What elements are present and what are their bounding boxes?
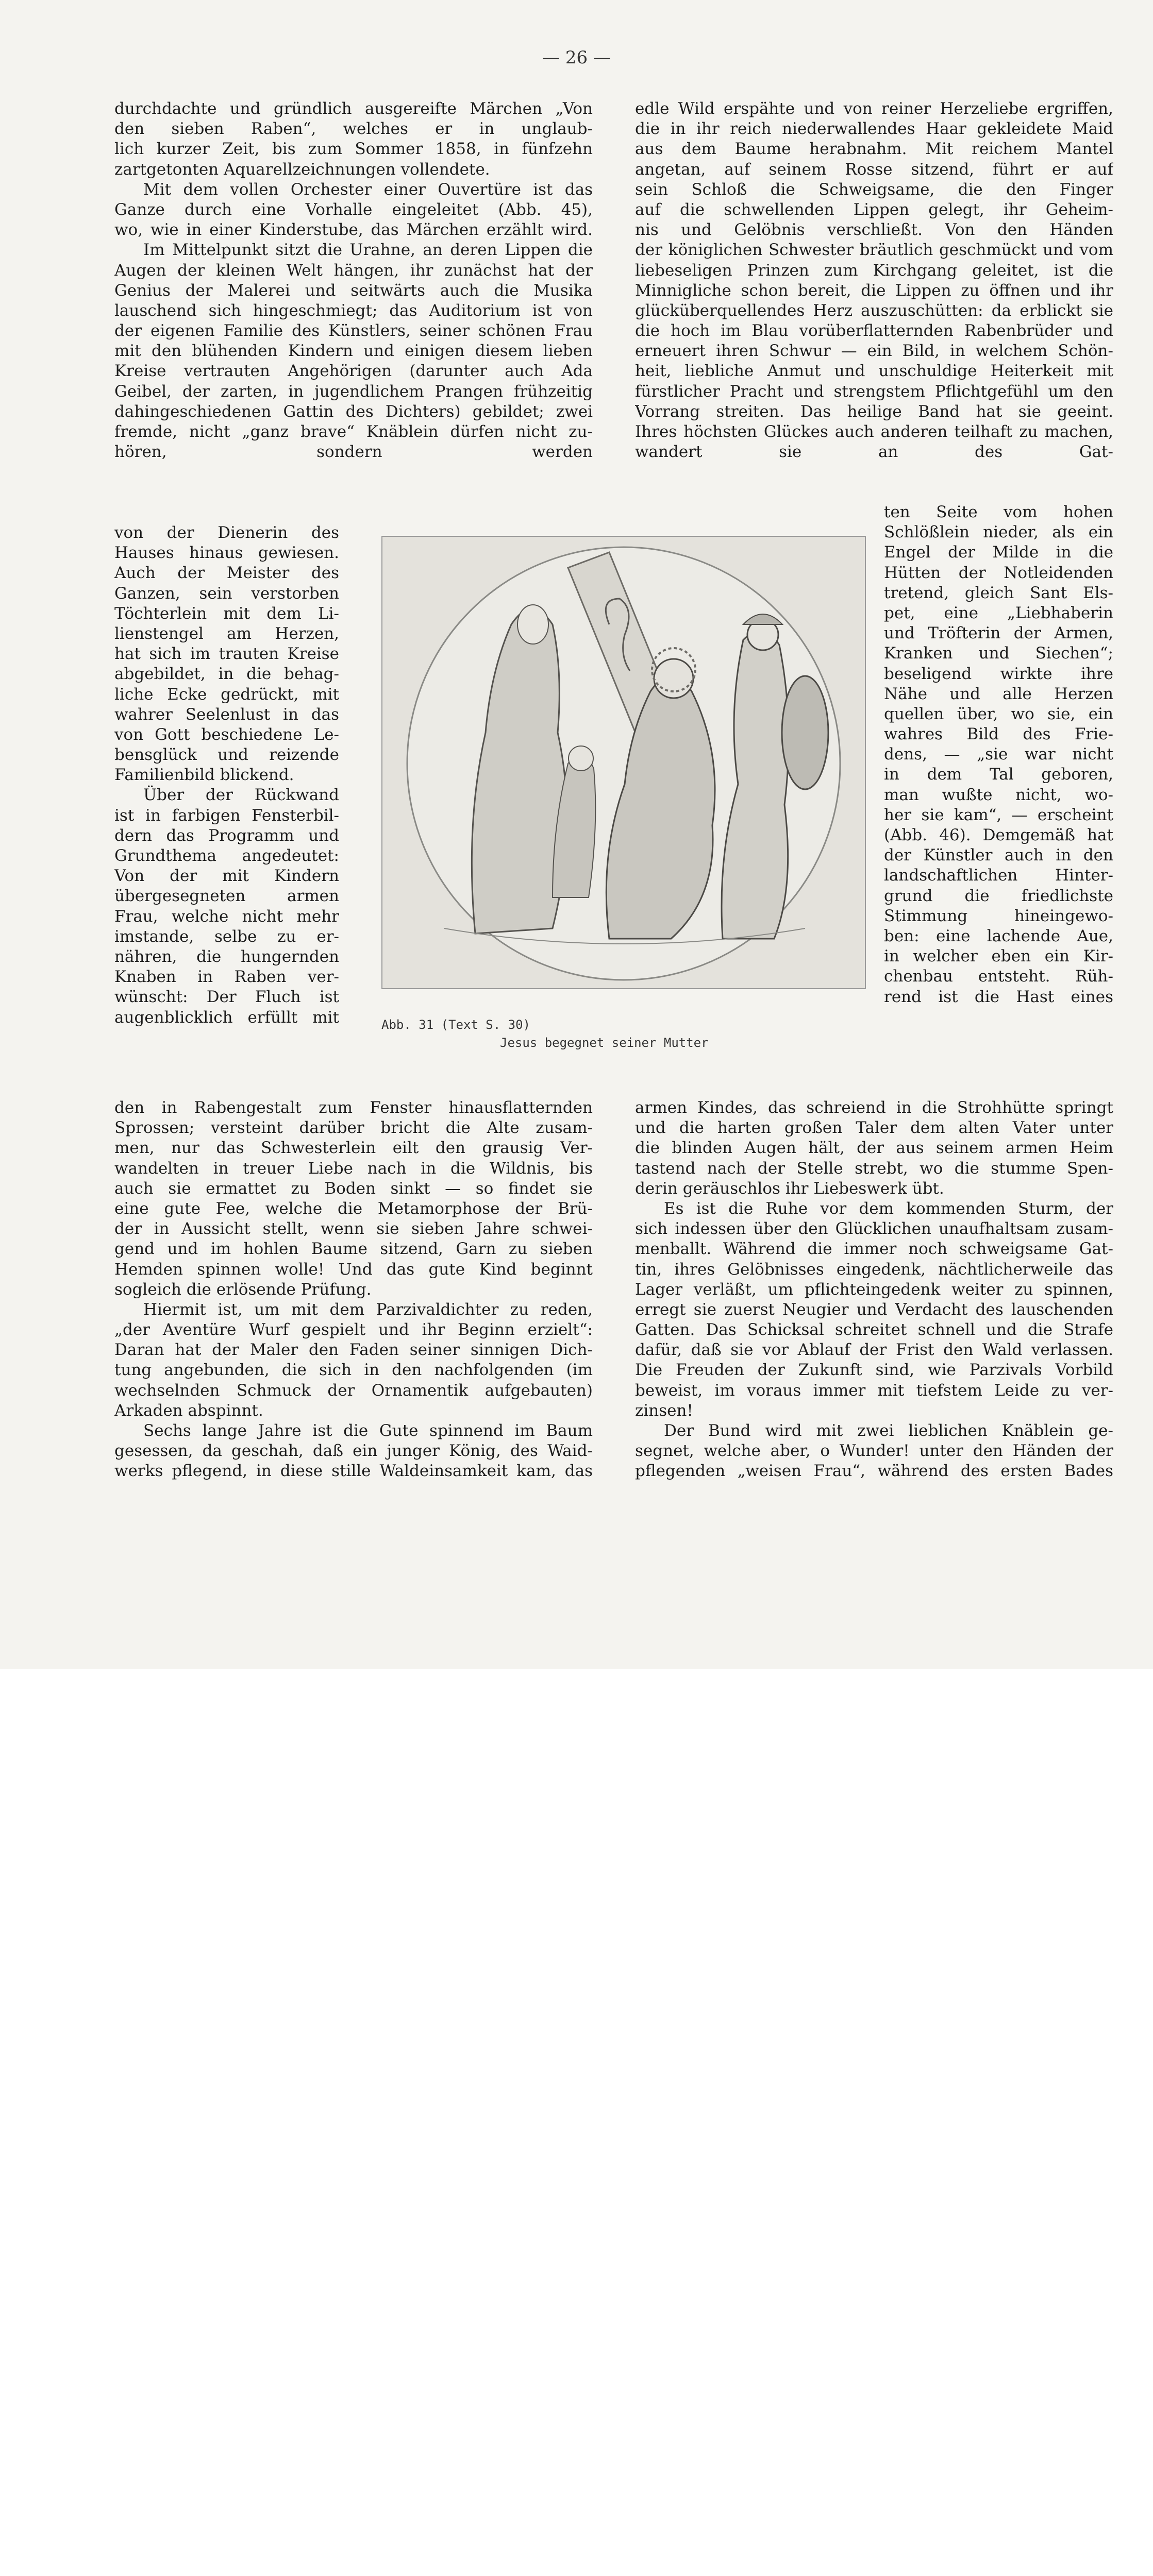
text-line: menballt. Während die immer noch schweigsame Gat- (635, 1240, 1113, 1259)
right-column-bottom-text (635, 1098, 1113, 1482)
text-line: eine gute Fee, welche die Metamorphose der Brü- (114, 1199, 593, 1218)
figure-caption-title: Jesus begegnet seiner Mutter (500, 1036, 709, 1050)
text-line: Arkaden abspinnt. (114, 1401, 263, 1420)
footer-bar (0, 1669, 1153, 1748)
text-line: auf die schwellenden Lippen gelegt, ihr Geheim- (635, 200, 1113, 219)
text-line: man wußte nicht, wo- (884, 785, 1113, 804)
text-line: dafür, daß sie vor Ablauf der Frist den Wald verlassen. (635, 1341, 1113, 1360)
text-line: nis und Gelöbnis verschließt. Von den Händen (635, 221, 1113, 240)
text-line: ist in farbigen Fensterbil- (114, 806, 339, 825)
left-column-bottom-text (114, 1098, 593, 1482)
text-line: quellen über, wo sie, ein (884, 704, 1113, 723)
text-line: tretend, gleich Sant Els- (884, 583, 1113, 602)
text-line: fremde, nicht „ganz brave“ Knäblein dürfen nicht zu- (114, 422, 593, 441)
left-column-top-text (114, 99, 593, 462)
text-line: landschaftlichen Hinter- (884, 866, 1113, 885)
text-line: Genius der Malerei und seitwärts auch die Musika (114, 281, 593, 300)
text-line: und Tröfterin der Armen, (884, 624, 1113, 643)
text-line: Hütten der Notleidenden (884, 563, 1113, 582)
text-line: wandelten in treuer Liebe nach in die Wildnis, bis (114, 1159, 593, 1178)
text-line: pflegenden „weisen Frau“, während des ersten Bades (635, 1462, 1113, 1481)
text-line: zinsen! (635, 1401, 693, 1420)
text-line: chenbau entsteht. Rüh- (884, 967, 1113, 986)
text-line: Familienbild blickend. (114, 766, 294, 785)
text-line: glücküberquellendes Herz auszuschütten: da erblickt sie (635, 301, 1113, 320)
text-line: und die harten großen Taler dem alten Vater unter (635, 1118, 1113, 1138)
text-line: übergesegneten armen (114, 887, 339, 906)
text-line: liebeseligen Prinzen zum Kirchgang geleitet, ist die (635, 261, 1113, 280)
text-line: Hiermit ist, um mit dem Parzivaldichter zu reden, (143, 1300, 593, 1319)
text-line: hören, sondern werden (114, 443, 593, 462)
text-line: auch sie ermattet zu Boden sinkt — so findet sie (114, 1179, 593, 1198)
text-line: Vorrang streiten. Das heilige Band hat sie geeint. (635, 402, 1113, 421)
text-line: pet, eine „Liebhaberin (884, 603, 1113, 622)
text-line: hat sich im trauten Kreise (114, 645, 339, 664)
text-line: von Gott beschiedene Le- (114, 725, 339, 744)
text-line: den in Rabengestalt zum Fenster hinausflatternden (114, 1098, 593, 1117)
left-column-narrow-text (114, 523, 339, 1028)
text-line: bensglück und reizende (114, 745, 339, 765)
text-line: tung angebunden, die sich in den nachfolgenden (im (114, 1361, 593, 1380)
text-line: Kranken und Siechen“; (884, 644, 1113, 663)
text-line: liche Ecke gedrückt, mit (114, 685, 339, 704)
text-line: Kreise vertrauten Angehörigen (darunter auch Ada (114, 362, 593, 381)
text-line: Grundthema angedeutet: (114, 846, 339, 865)
text-line: Ganze durch eine Vorhalle eingeleitet (Abb. 45), (114, 200, 593, 219)
text-line: Es ist die Ruhe vor dem kommenden Sturm, der (664, 1199, 1113, 1218)
text-line: segnet, welche aber, o Wunder! unter den Händen der (635, 1442, 1113, 1461)
text-line: beseligend wirkte ihre (884, 664, 1113, 683)
text-line: beweist, im voraus immer mit tiefstem Leide zu ver- (635, 1381, 1113, 1400)
text-line: dahingeschiedenen Gattin des Dichters) gebildet; zwei (114, 402, 593, 421)
text-line: her sie kam“, — erscheint (884, 805, 1113, 824)
text-line: heit, liebliche Anmut und unschuldige Heiterkeit mit (635, 362, 1113, 381)
text-line: Stimmung hineingewo- (884, 906, 1113, 925)
text-line: ten Seite vom hohen (884, 503, 1113, 521)
text-line: den sieben Raben“, welches er in unglaub- (114, 120, 593, 139)
text-line: Sechs lange Jahre ist die Gute spinnend im Baum (143, 1421, 593, 1440)
text-line: tastend nach der Stelle strebt, wo die stumme Spen- (635, 1159, 1113, 1178)
text-line: Auch der Meister des (114, 564, 339, 583)
text-line: Ihres höchsten Glückes auch anderen teilhaft zu machen, (635, 422, 1113, 441)
text-line: Töchterlein mit dem Li- (114, 604, 339, 623)
text-line: ben: eine lachende Aue, (884, 926, 1113, 945)
text-line: Geibel, der zarten, in jugendlichem Prangen frühzeitig (114, 382, 593, 401)
text-line: dens, — „sie war nicht (884, 745, 1113, 764)
text-line: Knaben in Raben ver- (114, 968, 339, 987)
text-line: tin, ihres Gelöbnisses eingedenk, nächtlicherweile das (635, 1260, 1113, 1279)
text-line: edle Wild erspähte und von reiner Herzeliebe ergriffen, (635, 99, 1113, 118)
text-line: zartgetonten Aquarellzeichnungen vollendete. (114, 160, 490, 179)
text-line: wechselnden Schmuck der Ornamentik aufgebauten) (114, 1381, 593, 1400)
text-line: imstande, selbe zu er- (114, 927, 339, 946)
text-line: Frau, welche nicht mehr (114, 907, 339, 926)
text-line: lienstengel am Herzen, (114, 624, 339, 643)
text-line: grund die friedlichste (884, 886, 1113, 905)
text-line: von der Dienerin des (114, 523, 339, 542)
text-line: Lager verläßt, um pflichteingedenk weiter zu spinnen, (635, 1280, 1113, 1299)
text-line: Minnigliche schon bereit, die Lippen zu öffnen und ihr (635, 281, 1113, 300)
text-line: wo, wie in einer Kinderstube, das Märchen erzählt wird. (114, 221, 593, 240)
text-line: gend und im hohlen Baume sitzend, Garn zu sieben (114, 1240, 593, 1259)
text-line: die hoch im Blau vorüberflatternden Rabenbrüder und (635, 321, 1113, 341)
text-line: men, nur das Schwesterlein eilt den grausig Ver- (114, 1139, 593, 1158)
text-line: der in Aussicht stellt, wenn sie sieben Jahre schwei- (114, 1219, 593, 1239)
text-line: in welcher eben ein Kir- (884, 947, 1113, 966)
text-line: angetan, auf seinem Rosse sitzend, führt er auf (635, 160, 1113, 179)
jesus-meets-mother-drawing (382, 537, 865, 988)
text-line: in dem Tal geboren, (884, 765, 1113, 784)
text-line: derin geräuschlos ihr Liebeswerk übt. (635, 1179, 944, 1198)
text-line: aus dem Baume herabnahm. Mit reichem Mantel (635, 140, 1113, 159)
text-line: wandert sie an des Gat- (635, 443, 1113, 462)
text-line: nähren, die hungernden (114, 947, 339, 966)
text-line: Der Bund wird mit zwei lieblichen Knäblein ge- (664, 1421, 1113, 1440)
text-line: Engel der Milde in die (884, 543, 1113, 562)
text-line: rend ist die Hast eines (884, 987, 1113, 1006)
text-line: Gatten. Das Schicksal schreitet schnell und die Strafe (635, 1320, 1113, 1340)
text-line: dern das Programm und (114, 826, 339, 845)
text-line: lauschend sich hingeschmiegt; das Auditorium ist von (114, 301, 593, 320)
text-line: Mit dem vollen Orchester einer Ouvertüre ist das (143, 180, 593, 199)
text-line: wahrer Seelenlust in das (114, 705, 339, 724)
text-line: abgebildet, in die behag- (114, 665, 339, 684)
text-line: Daran hat der Maler den Faden seiner sinnigen Dich- (114, 1341, 593, 1360)
text-line: Augen der kleinen Welt hängen, ihr zunächst hat der (114, 261, 593, 280)
text-line: (Abb. 46). Demgemäß hat (884, 826, 1113, 844)
text-line: mit den blühenden Kindern und einigen diesem lieben (114, 342, 593, 361)
text-line: Sprossen; versteint darüber bricht die Alte zusam- (114, 1118, 593, 1138)
text-line: Die Freuden der Zukunft sind, wie Parzivals Vorbild (635, 1361, 1113, 1380)
text-line: armen Kindes, das schreiend in die Strohhütte springt (635, 1098, 1113, 1117)
text-line: gesessen, da geschah, daß ein junger König, des Waid- (114, 1442, 593, 1461)
text-line: die blinden Augen hält, der aus seinem armen Heim (635, 1139, 1113, 1158)
text-line: Über der Rückwand (143, 786, 339, 805)
text-line: Im Mittelpunkt sitzt die Urahne, an deren Lippen die (143, 241, 593, 260)
right-column-narrow-text (884, 502, 1113, 1007)
text-line: der Künstler auch in den (884, 846, 1113, 865)
text-line: wahres Bild des Frie- (884, 725, 1113, 744)
text-line: erregt sie zuerst Neugier und Verdacht des lauschenden (635, 1300, 1113, 1319)
text-line: erneuert ihren Schwur — ein Bild, in welchem Schön- (635, 342, 1113, 361)
text-line: durchdachte und gründlich ausgereifte Märchen „Von (114, 99, 593, 118)
text-line: „der Aventüre Wurf gespielt und ihr Beginn erzielt“: (114, 1320, 593, 1340)
text-line: Ganzen, sein verstorben (114, 584, 339, 603)
text-line: Hemden spinnen wolle! Und das gute Kind beginnt (114, 1260, 593, 1279)
figure-caption-number: Abb. 31 (Text S. 30) (381, 1018, 530, 1032)
figure-illustration (381, 536, 866, 989)
text-line: fürstlicher Pracht und strengstem Pflichtgefühl um den (635, 382, 1113, 401)
text-line: augenblicklich erfüllt mit (114, 1008, 339, 1027)
page-number: — 26 — (542, 47, 611, 68)
text-line: wünscht: Der Fluch ist (114, 988, 339, 1007)
text-line: die in ihr reich niederwallendes Haar gekleidete Maid (635, 120, 1113, 139)
text-line: sein Schloß die Schweigsame, die den Finger (635, 180, 1113, 199)
text-line: Von der mit Kindern (114, 867, 339, 886)
text-line: sich indessen über den Glücklichen unaufhaltsam zusam- (635, 1219, 1113, 1239)
right-column-top-text (635, 99, 1113, 462)
text-line: sogleich die erlösende Prüfung. (114, 1280, 372, 1299)
text-line: Schlößlein nieder, als ein (884, 523, 1113, 542)
text-line: der eigenen Familie des Künstlers, seiner schönen Frau (114, 321, 593, 341)
text-line: Nähe und alle Herzen (884, 684, 1113, 703)
text-line: Hauses hinaus gewiesen. (114, 544, 339, 563)
text-line: werks pflegend, in diese stille Waldeinsamkeit kam, das (114, 1462, 593, 1481)
text-line: lich kurzer Zeit, bis zum Sommer 1858, in fünfzehn (114, 140, 593, 159)
text-line: der königlichen Schwester bräutlich geschmückt und vom (635, 241, 1113, 260)
